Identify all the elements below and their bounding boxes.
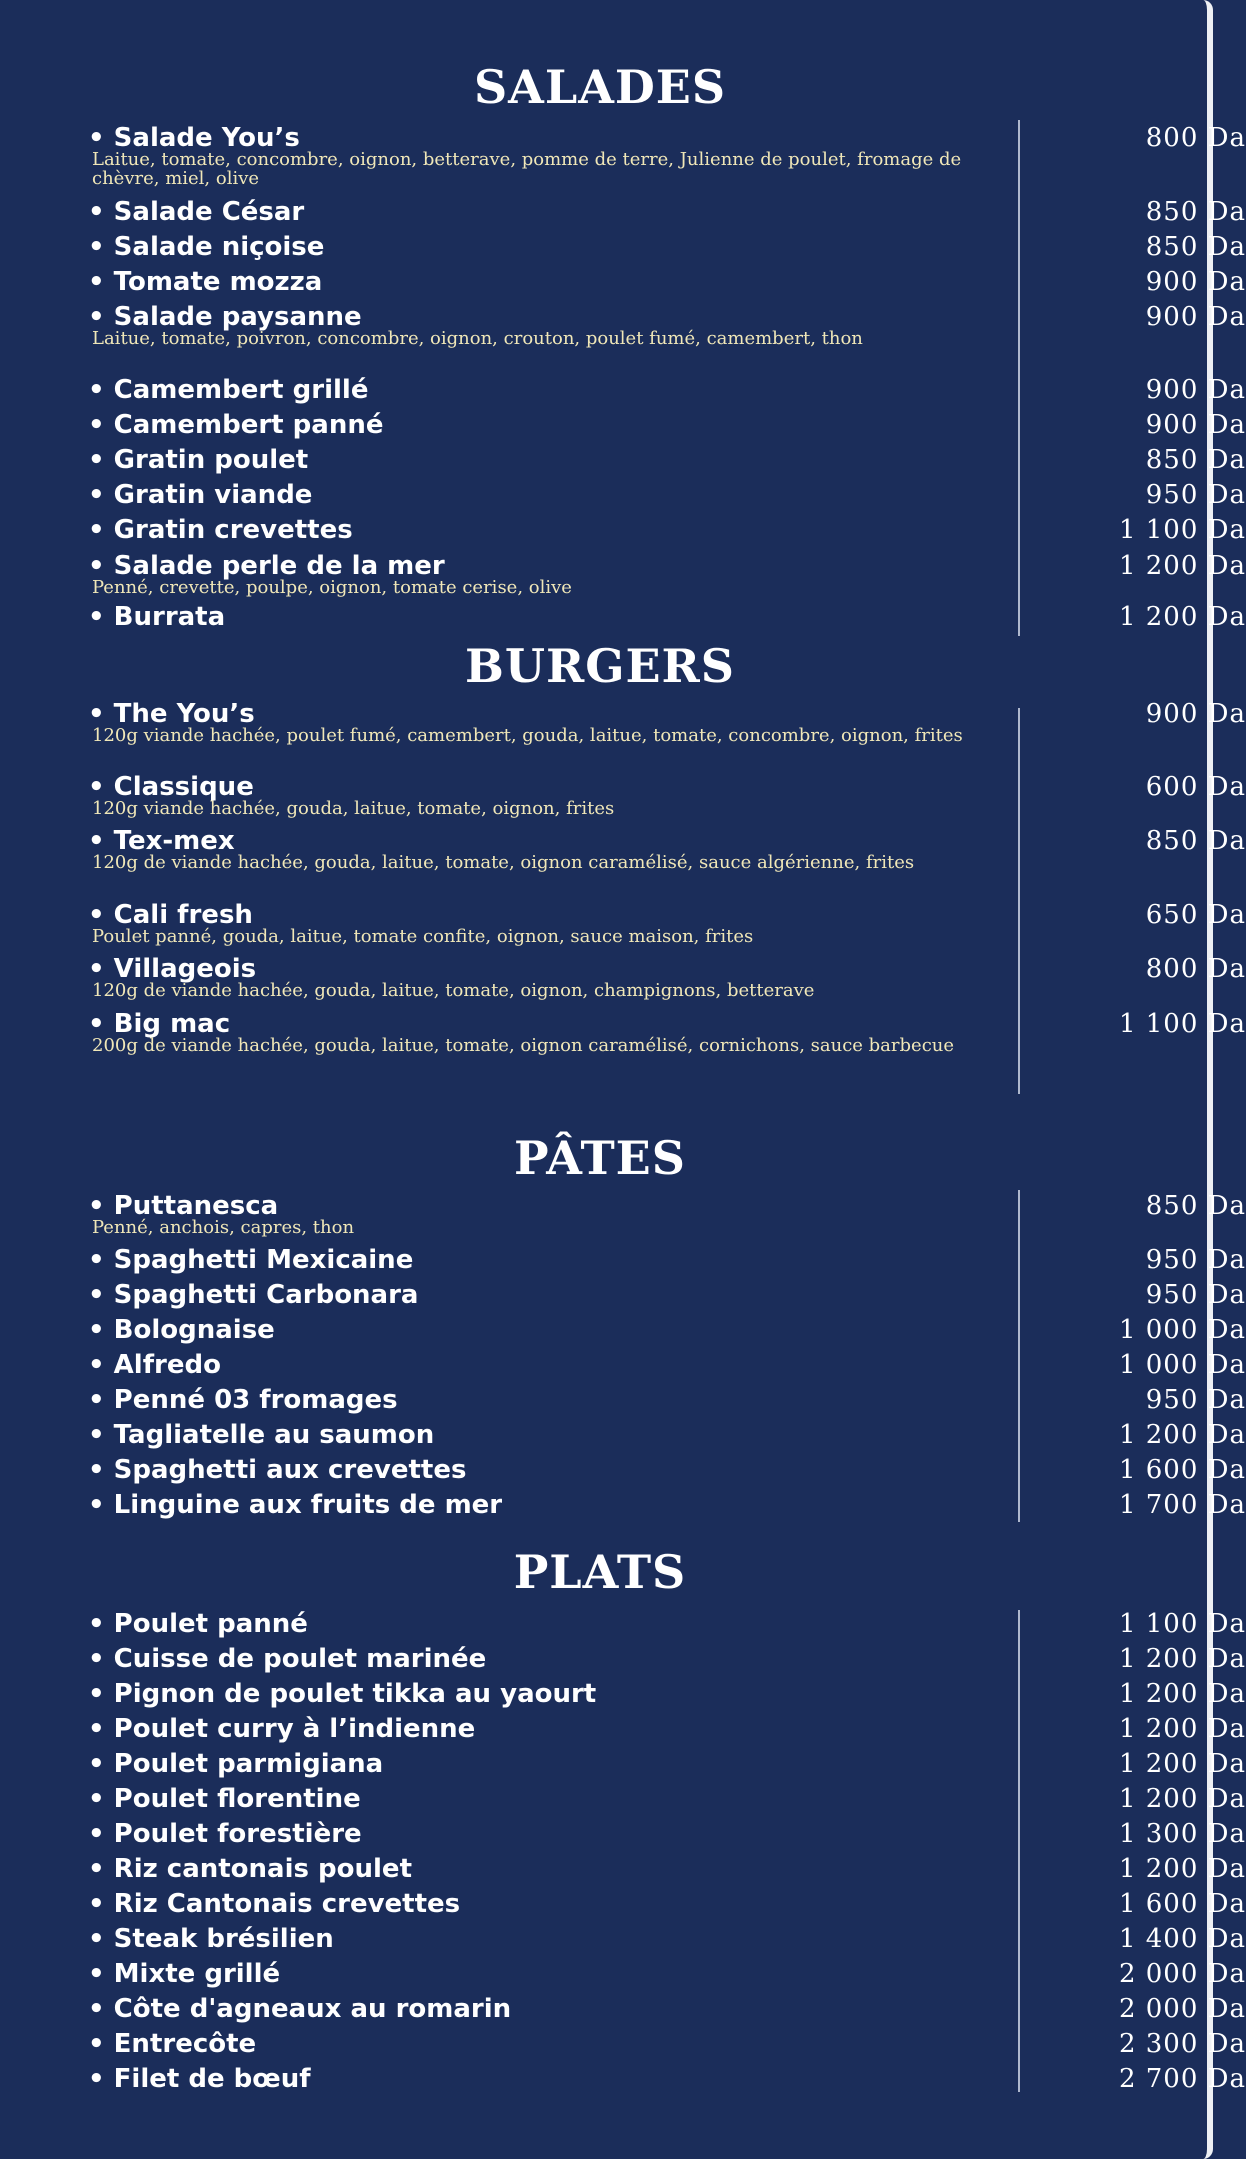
item-name: • Tagliatelle au saumon <box>88 1420 435 1450</box>
item-description: 120g de viande hachée, gouda, laitue, tomate, oignon caramélisé, sauce algérienne, frites <box>92 852 915 873</box>
item-price: 1 600 Da <box>1118 1889 1246 1919</box>
item-name: • Riz Cantonais crevettes <box>88 1889 461 1919</box>
item-price: 1 200 Da <box>1118 1714 1246 1744</box>
item-name: • Spaghetti Carbonara <box>88 1280 419 1310</box>
item-price: 900 Da <box>1145 302 1246 332</box>
item-description: Laitue, tomate, poivron, concombre, oignon, crouton, poulet fumé, camembert, thon <box>92 328 863 349</box>
item-name: • Puttanesca <box>88 1191 279 1221</box>
section-title: PLATS <box>513 1545 687 1599</box>
item-name: • Penné 03 fromages <box>88 1385 398 1415</box>
item-price: 1 100 Da <box>1118 1009 1246 1039</box>
item-name: • Poulet parmigiana <box>88 1749 384 1779</box>
price-column-divider <box>1018 708 1020 1094</box>
item-name: • Camembert grillé <box>88 375 369 405</box>
item-name: • Cali fresh <box>88 900 253 930</box>
item-name: • Salade paysanne <box>88 302 362 332</box>
item-name: • Big mac <box>88 1009 231 1039</box>
item-price: 950 Da <box>1145 1280 1246 1310</box>
section-title: SALADES <box>473 60 727 114</box>
item-description: Penné, crevette, poulpe, oignon, tomate cerise, olive <box>92 577 572 598</box>
item-name: • Steak brésilien <box>88 1924 334 1954</box>
section-title: BURGERS <box>464 639 736 693</box>
item-name: • Poulet curry à l’indienne <box>88 1714 476 1744</box>
item-price: 850 Da <box>1145 232 1246 262</box>
item-price: 950 Da <box>1145 1245 1246 1275</box>
item-name: • Cuisse de poulet marinée <box>88 1644 487 1674</box>
item-price: 900 Da <box>1145 267 1246 297</box>
item-name: • Salade César <box>88 197 305 227</box>
item-name: • Salade perle de la mer <box>88 551 445 581</box>
item-name: • Gratin poulet <box>88 445 309 475</box>
item-price: 850 Da <box>1145 1191 1246 1221</box>
section-title: PÂTES <box>514 1131 686 1185</box>
item-description: Laitue, tomate, concombre, oignon, betterave, pomme de terre, Julienne de poulet, fromage de chèvre, miel, olive <box>92 149 962 189</box>
item-name: • Gratin viande <box>88 480 313 510</box>
item-price: 1 200 Da <box>1118 1854 1246 1884</box>
item-price: 2 000 Da <box>1118 1959 1246 1989</box>
item-price: 650 Da <box>1145 900 1246 930</box>
item-name: • Pignon de poulet tikka au yaourt <box>88 1679 597 1709</box>
item-description: 120g viande hachée, gouda, laitue, tomate, oignon, frites <box>92 798 615 819</box>
item-price: 1 600 Da <box>1118 1455 1246 1485</box>
item-price: 1 200 Da <box>1118 1420 1246 1450</box>
item-price: 1 200 Da <box>1118 1679 1246 1709</box>
item-description: 120g de viande hachée, gouda, laitue, tomate, oignon, champignons, betterave <box>92 980 815 1001</box>
item-name: • Gratin crevettes <box>88 515 353 545</box>
item-name: • Riz cantonais poulet <box>88 1854 412 1884</box>
price-column-divider <box>1018 1190 1020 1522</box>
item-name: • Poulet forestière <box>88 1819 362 1849</box>
item-price: 600 Da <box>1145 772 1246 802</box>
item-name: • Bolognaise <box>88 1315 275 1345</box>
item-name: • Poulet panné <box>88 1609 308 1639</box>
item-price: 950 Da <box>1145 480 1246 510</box>
item-price: 1 700 Da <box>1118 1490 1246 1520</box>
item-price: 800 Da <box>1145 954 1246 984</box>
item-price: 800 Da <box>1145 123 1246 153</box>
item-price: 1 400 Da <box>1118 1924 1246 1954</box>
item-description: Penné, anchois, capres, thon <box>92 1217 355 1238</box>
item-price: 1 200 Da <box>1118 1644 1246 1674</box>
item-name: • Poulet florentine <box>88 1784 361 1814</box>
item-price: 1 000 Da <box>1118 1315 1246 1345</box>
price-column-divider <box>1018 120 1020 636</box>
item-price: 1 100 Da <box>1118 515 1246 545</box>
item-name: • Classique <box>88 772 254 802</box>
item-name: • Tex-mex <box>88 826 235 856</box>
item-price: 900 Da <box>1145 699 1246 729</box>
item-price: 1 000 Da <box>1118 1350 1246 1380</box>
item-name: • Spaghetti aux crevettes <box>88 1455 467 1485</box>
item-price: 950 Da <box>1145 1385 1246 1415</box>
item-name: • Linguine aux fruits de mer <box>88 1490 503 1520</box>
item-description: Poulet panné, gouda, laitue, tomate confite, oignon, sauce maison, frites <box>92 926 754 947</box>
item-name: • The You’s <box>88 699 255 729</box>
item-name: • Villageois <box>88 954 257 984</box>
item-price: 1 200 Da <box>1118 602 1246 632</box>
item-name: • Salade niçoise <box>88 232 325 262</box>
item-name: • Tomate mozza <box>88 267 323 297</box>
item-price: 900 Da <box>1145 375 1246 405</box>
item-name: • Entrecôte <box>88 2029 257 2059</box>
item-name: • Camembert panné <box>88 410 384 440</box>
item-price: 1 200 Da <box>1118 1784 1246 1814</box>
item-price: 900 Da <box>1145 410 1246 440</box>
item-name: • Côte d'agneaux au romarin <box>88 1994 512 2024</box>
item-price: 850 Da <box>1145 826 1246 856</box>
item-name: • Mixte grillé <box>88 1959 281 1989</box>
item-price: 2 700 Da <box>1118 2064 1246 2094</box>
item-price: 1 200 Da <box>1118 551 1246 581</box>
item-name: • Alfredo <box>88 1350 221 1380</box>
item-name: • Burrata <box>88 602 226 632</box>
item-description: 120g viande hachée, poulet fumé, camembert, gouda, laitue, tomate, concombre, oignon, frites <box>92 725 963 746</box>
item-name: • Filet de bœuf <box>88 2064 311 2094</box>
item-price: 850 Da <box>1145 197 1246 227</box>
item-price: 2 300 Da <box>1118 2029 1246 2059</box>
item-name: • Salade You’s <box>88 123 300 153</box>
item-name: • Spaghetti Mexicaine <box>88 1245 414 1275</box>
item-price: 850 Da <box>1145 445 1246 475</box>
item-price: 2 000 Da <box>1118 1994 1246 2024</box>
item-description: 200g de viande hachée, gouda, laitue, tomate, oignon caramélisé, cornichons, sauce barbecue <box>92 1035 955 1056</box>
item-price: 1 300 Da <box>1118 1819 1246 1849</box>
price-column-divider <box>1018 1610 1020 2092</box>
item-price: 1 200 Da <box>1118 1749 1246 1779</box>
item-price: 1 100 Da <box>1118 1609 1246 1639</box>
